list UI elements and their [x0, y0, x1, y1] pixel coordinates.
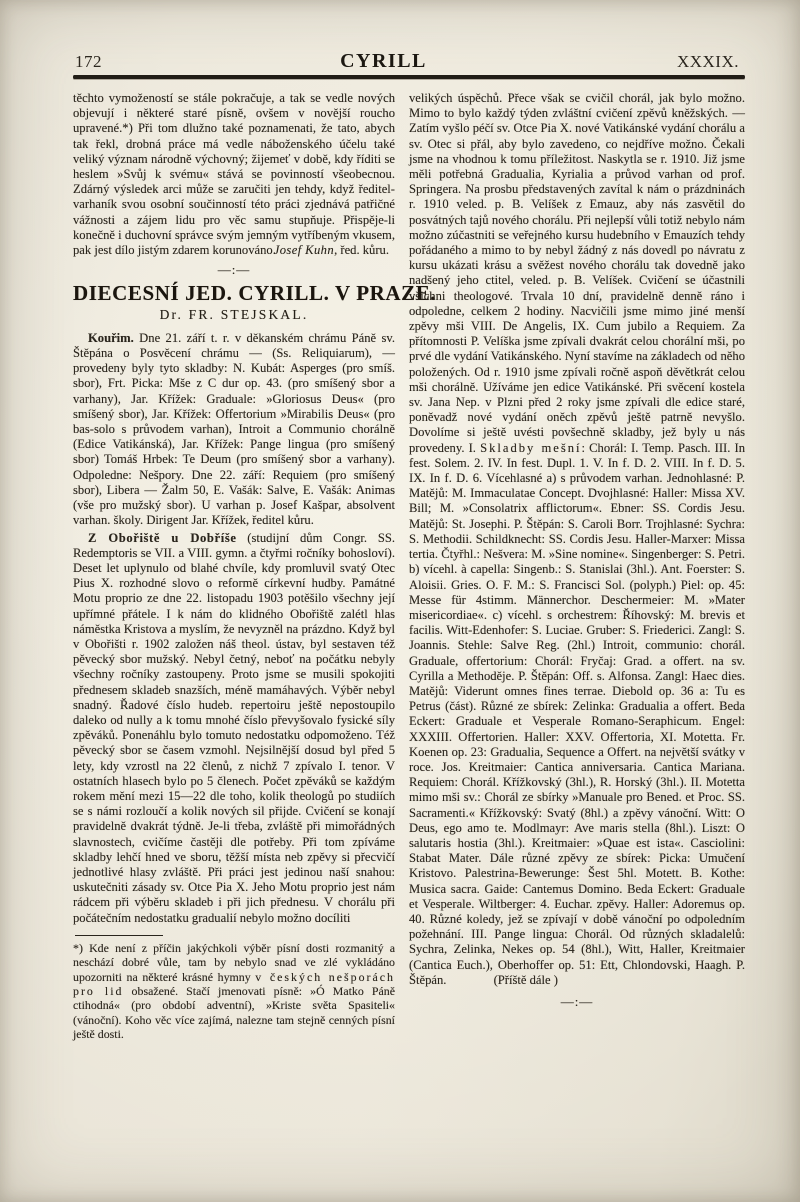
text-segment: Kouřim. [88, 330, 134, 345]
two-column-text [73, 91, 745, 1042]
footnote-rule [75, 935, 163, 936]
text-segment: (studijní dům Congr. SS. Redemptoris se VII. a VIII. gymn. a čtyřmi ročníky bohosloví). Deset let uplynulo od blahé chvíle, kdy promluvil svatý Otec Pius X. rozhodné slovo o reformě církevní hudby. Památné Motu proprio ze dne 22. listopadu 1903 potěšilo všechny její upřímné přátele. I k nám do klidného Obořiště zalétl hlas náměstka Kristova a myslím, že nevyzněl na prázdno. Když byl v Obořišti r. 1902 založen náš theol. ústav, byl sestaven též pěvecký sbor mužský. Nebyl četný, neboť na počátku nebyly všechny ročníky zastoupeny. Proto jsme se musili spokojiti přednesem skladeb snazších, méně mamáhavých. Výběr nebyl snadný. Řadové číslo hudeb. repertoiru ještě nepostoupilo daleko od nully a k tomu mnohé číslo převyšovalo fysické síly zpěváků. Ponenáhlu bylo tomuto nedostatku odpomoženo. Též pěvecký sbor se časem vzmohl. Nejsilnější dosud byl před 5 lety, kdy vzrostl na 22 členů, z nichž 7 zpívalo I. tenor. V ostatních hlasech bylo po 5 členech. Počet zpěváků se každým rokem mění mezi 15—22 dle toho, kolik theologů po studiích se s námi rozloučí a kolik nových sil přijde. Cvičení se konají pravidelně dvakrát týdně. Je-li třeba, zvláště při mimořádných slavnostech, cvičíme častěji dle potřeby. Při tom zpíváme skladby lehčí hned ve sboru, těžší místa neb zpěvy si přecvičí jednotlivé hlasy zvláště. Při práci jest jedinou naší snahou: uskutečniti zásady sv. Otce Pia X. Jeho Motu proprio jest nám rádcem při výběru skladeb i při jich přednesu. V chorálu při počátečním nedostatku gradualií nebylo možno docíliti [73, 530, 395, 925]
report-kourim [73, 331, 395, 529]
footnote [73, 941, 395, 1042]
text-segment: (Příště dále ) [493, 972, 558, 987]
left-column [73, 91, 437, 1042]
header-rule [73, 75, 745, 79]
signature-name: Josef Kuhn [273, 243, 335, 258]
right-column [409, 91, 745, 1042]
text-segment: Skladby mešní [480, 440, 582, 455]
text-segment: Dne 21. září t. r. v děkanském chrámu Páně sv. Štěpána o Posvěcení chrámu — (Ss. Reliquiarum), — provedeny byly tyto skladby: N. Kubát: Asperges (pro smíš. sbor), Frt. Picka: Mše z C dur op. 43. (pro smíšený sbor a varhany), Jar. Křížek: Graduale: »Gloriosus Deus« (pro smíšený sbor), Jar. Křížek: Offertorium »Mirabilis Deus« (pro bas-solo s průvodem varhan), Introit a Communio chorálně (Edice Vatikánská), Jar. Křížek: Pange lingua (pro smíšený sbor) Tomáš Hrbek: Te Deum (pro smíšený sbor a varhany). Odpoledne: Nešpory. Dne 22. září: Requiem (pro smíšený sbor), Libera — Žalm 50, E. Vašák: Salve, E. Vašák: Animas (vše pro mužský sbor). U varhan p. Josef Kašpar, absolvent varhan. školy. Dirigent Jar. Křížek, ředitel kůru. [73, 330, 395, 528]
continuation-paragraph-right [409, 91, 745, 988]
text-segment: : Chorál: I. Temp. Pasch. III. In fest. Solem. 2. IV. In fest. Dupl. 1. V. In f. D. 2. VIII. In f. D. 5. IX. In f. D. 6. Vícehlasné a) s průvodem varhan. Jednohlasné: P. Matějů: M. Immaculatae Concept. Dvojhlasné: Haller: Missa XV. Bill; M. »Consolatrix afflictorum«. Ebner: SS. Cordis Jesu. Matějů: St. Josephi. P. Štěpán: S. Caroli Borr. Trojhlasné: Sychra: S. Methodii. Schildknecht: SS. Cordis Jesu. Haller-Marxer: Missa tertia. Čtyřhl.: Nešvera: M. »Sine nomine«. Singenberger: S. Petri. b) vícehl. à capella: Singenb.: S. Stanislai (3hl.). Ant. Foerster: S. Aloisii. Gries. O. F. M.: S. Francisci Sol. (polyph.) Piel: op. 45: Messe für 4stimm. Männerchor. Deschermeier: M. »Mater misericordiae«. c) vícehl. s orchestrem: Říhovský: M. brevis et facilis. Witt-Edenhofer: S. Luciae. Gruber: S. Friederici. Zangl: S. Joannis. Stehle: Salve Reg. (2hl.) Introit, communio: chorál. Graduale, offertorium: Chorál: Fryčaj: Grad. a offert. na sv. Cyrilla a Methoděje. P. Štěpán: Off. s. Alfonsa. Zangl: Haec dies. Matějů: Viderunt omnes fines terrae. Diebold op. 36 a: Tu es Petrus (část). Různé ze sbírek: Zelinka: Gradualia a offert. Beda Eckert: Graduale et Vesperale Romano-Seraphicum. Engel: XXXIII. Offertorien. Haller: XXV. Offertoria, XI. Motetta. Fr. Koenen op. 23: Gradualia, Sequence a Offert. na největší svátky v roce. Jos. Kreitmaier: Cantica anniversaria. Cantica Mariana. Requiem: Chorál. Křížkovský (3hl.), R. Horský (3hl.). II. Motetta mimo mši sv.: Chorál ze sbírky »Manuale pro Bened. et Proc. SS. Sacramenti.« Křížkovský: Svatý (8hl.) a zpěvy vánoční. Witt: O Deus, ego amo te. Modlmayr: Ave maris stella (8hl.). Liszt: O salutaris hostia (3hl.). Kreitmaier: »Quae est ista«. Casciolini: Stabat Mater. Dále různé zpěvy ze sbírek: Picka: Umučení Kristovo. Palestrina-Bewerunge: Šest 5hl. Motett. B. Kothe: Musica sacra. Gaide: Cantemus Domino. Beda Eckert: Graduale et Vesperale. Wiltberger: 4. Euchar. zpěvy. Haller: Adoremus op. 40. Různé koledy, jež se zpívají v době vánoční po odpoledním požehnání. III. Pange lingua: Chorál. Od různých skladalelů: Sychra, Zelinka, Nekes op. 54 (8hl.), Witt, Haller, Kreitmaier (Cantica Euch.), Oberhoffer op. 51: Ett, Chlondovski, Haagh. P. Štěpán. [409, 440, 746, 987]
text-segment: obsažené. Stačí jmenovati písně: »Ó Matko Páně ctihodná« (pro období adventní), »Kriste světa Spasiteli« (vánoční). Koho věc více zajímá, nalezne tam stejně cenných písní ještě dosti. [73, 984, 395, 1042]
report-oboriste [73, 531, 395, 926]
section-divider: —:— [217, 262, 251, 278]
text-segment: Z Obořiště u Dobříše [88, 530, 237, 545]
section-title: DIECESNÍ JED. CYRILL. V PRAZE. [73, 281, 437, 306]
page-header [73, 50, 745, 75]
issue-number: XXXIX. [676, 52, 739, 71]
section-author: Dr. FR. STEJSKAL. [159, 306, 309, 322]
text-segment: v českých nešporách pro lid [73, 969, 395, 998]
page-number: 172 [75, 52, 102, 71]
journal-title: CYRILL [340, 50, 427, 72]
end-divider: —:— [560, 993, 594, 1009]
text-segment: těchto vymožeností se stále pokračuje, a tak se vedle nových objevují i některé staré písně, ovšem v novější roucho upravené.*) Při tom dlužno také poznamenati, že tato, abych tak řekl, drobná práce má vedle náboženského účelu také veliký význam národně výchovný; žijemeť v době, kdy říditi se heslem »Svůj k svému« stává se povinností všeobecnou. Zdárný výsledek arci může se zaručiti jen tehdy, když ředitel-varhaník svou osobní součinností této práci zjednává patřičné vážnosti a zájem lidu pro věc samu stupňuje. Přispěje-li konečně i duchovní správce svým jemným vytříbeným vkusem, pak jest dílo jistým zdarem korunováno. [73, 91, 395, 258]
text-segment: velikých úspěchů. Přece však se cvičil chorál, jak bylo možno. Mimo to bylo každý týden zvláštní cvičení zpěvů kněžských. — Zatím vyšlo péčí sv. Otce Pia X. nové Vatikánské vydání chorálu a sv. Otec si přál, aby bylo zavedeno, co nejdříve možno. Čekali jsme na vhodnou k tomu příležitost. Naskytla se r. 1910. Již jsme měli potřebná Gradualia, Kyrialia a průvod varhan od prof. Springera. Na prosbu představených zavítal k nám o prázdninách r. 1910 veled. p. B. Velíšek z Emauz, aby nás zasvětil do posvátných tajů nového chorálu. Při nejlepší vůli totiž nebylo nám možno zúčastniti se veřejného kursu hudebního v Emauzích tehdy pořádaného a mimo to by nebyl žádný z nás dovedl po návratu z kursu ukázati krásu a svěžest nového chorálu tak dovedně jako nadšený jeho ctitel, veled. p. B. Velíšek. Cvičení se účastnili všichni theologové. Trvala 10 dní, pravidelně denně ráno i odpoledne, celkem 2 hodiny. Nacvičili jsme mimo jiné menší zpěvy mši VIII. De Angelis, IX. Cum jubilo a Requiem. Za přítomnosti P. Velíška jsme zpívali dvakrát celou chorální mši, po prvé dle vydání Vatikánského. Nyní stavíme na základech od něho položených. Od r. 1910 jsme zpívali ročně aspoň děvětkrát celou mši chorálně. Užíváme jen edice Vatikánské. Při svěcení kostela sv. Jana Nep. v Plzni před 2 roky jsme zpívali dle edice staré, poněvadž nové vydání oněch zpěvů ještě patrně nevyšlo. Dovolíme si ještě uvésti povšechně skladby, jež byly u nás provedeny. I. [409, 91, 745, 455]
text-segment: *) Kde není z příčin jakýchkoli výběr písní dosti rozmanitý a neschází dobré vůle, tam by nebylo snad ve zlé vykládáno upozorniti na některé krásné hymny [73, 940, 395, 984]
continuation-paragraph-left [73, 91, 395, 258]
signature-role: , řed. kůru. [334, 243, 389, 258]
